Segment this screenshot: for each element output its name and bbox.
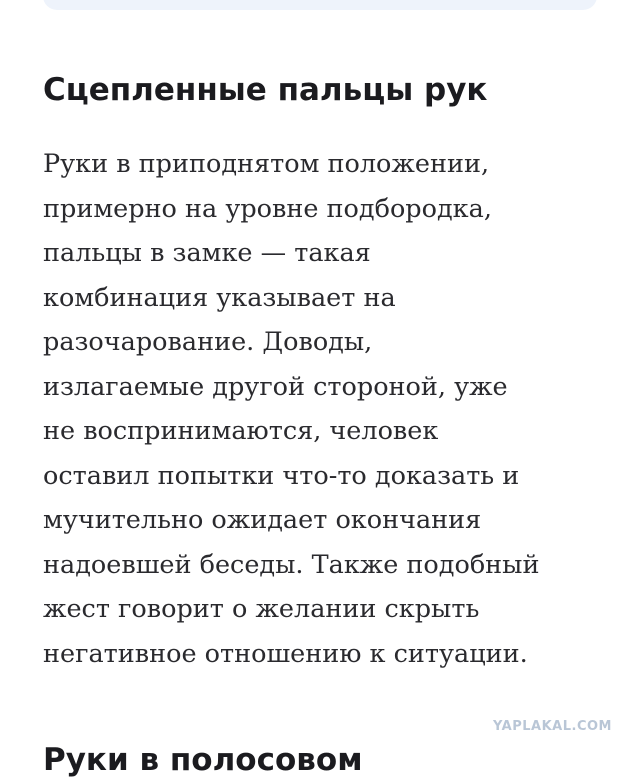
paragraph-line: мучительно ожидает окончания [43, 505, 482, 535]
paragraph-line: не воспринимаются, человек [43, 416, 439, 446]
paragraph-line: негативное отношению к ситуации. [43, 638, 528, 669]
previous-content-card [43, 0, 597, 10]
paragraph-line: примерно на уровне подбородка, [43, 193, 492, 224]
paragraph-line: Руки в приподнятом положении, [43, 149, 490, 179]
paragraph-line: комбинация указывает на [43, 282, 396, 313]
paragraph-line: излагаемые другой стороной, уже [43, 371, 508, 402]
paragraph-line: жест говорит о желании скрыть [43, 594, 480, 624]
paragraph-line: надоевшей беседы. Также подобный [43, 549, 540, 580]
section-title: Сцепленные пальцы рук [43, 72, 488, 108]
paragraph-line: пальцы в замке — такая [43, 238, 371, 268]
next-section-title: Руки в полосовом [43, 742, 363, 778]
paragraph-line: разочарование. Доводы, [43, 327, 373, 357]
article-paragraph [43, 142, 613, 676]
watermark: YAPLAKAL.COM [493, 719, 612, 734]
paragraph-line: оставил попытки что-то доказать и [43, 460, 520, 491]
